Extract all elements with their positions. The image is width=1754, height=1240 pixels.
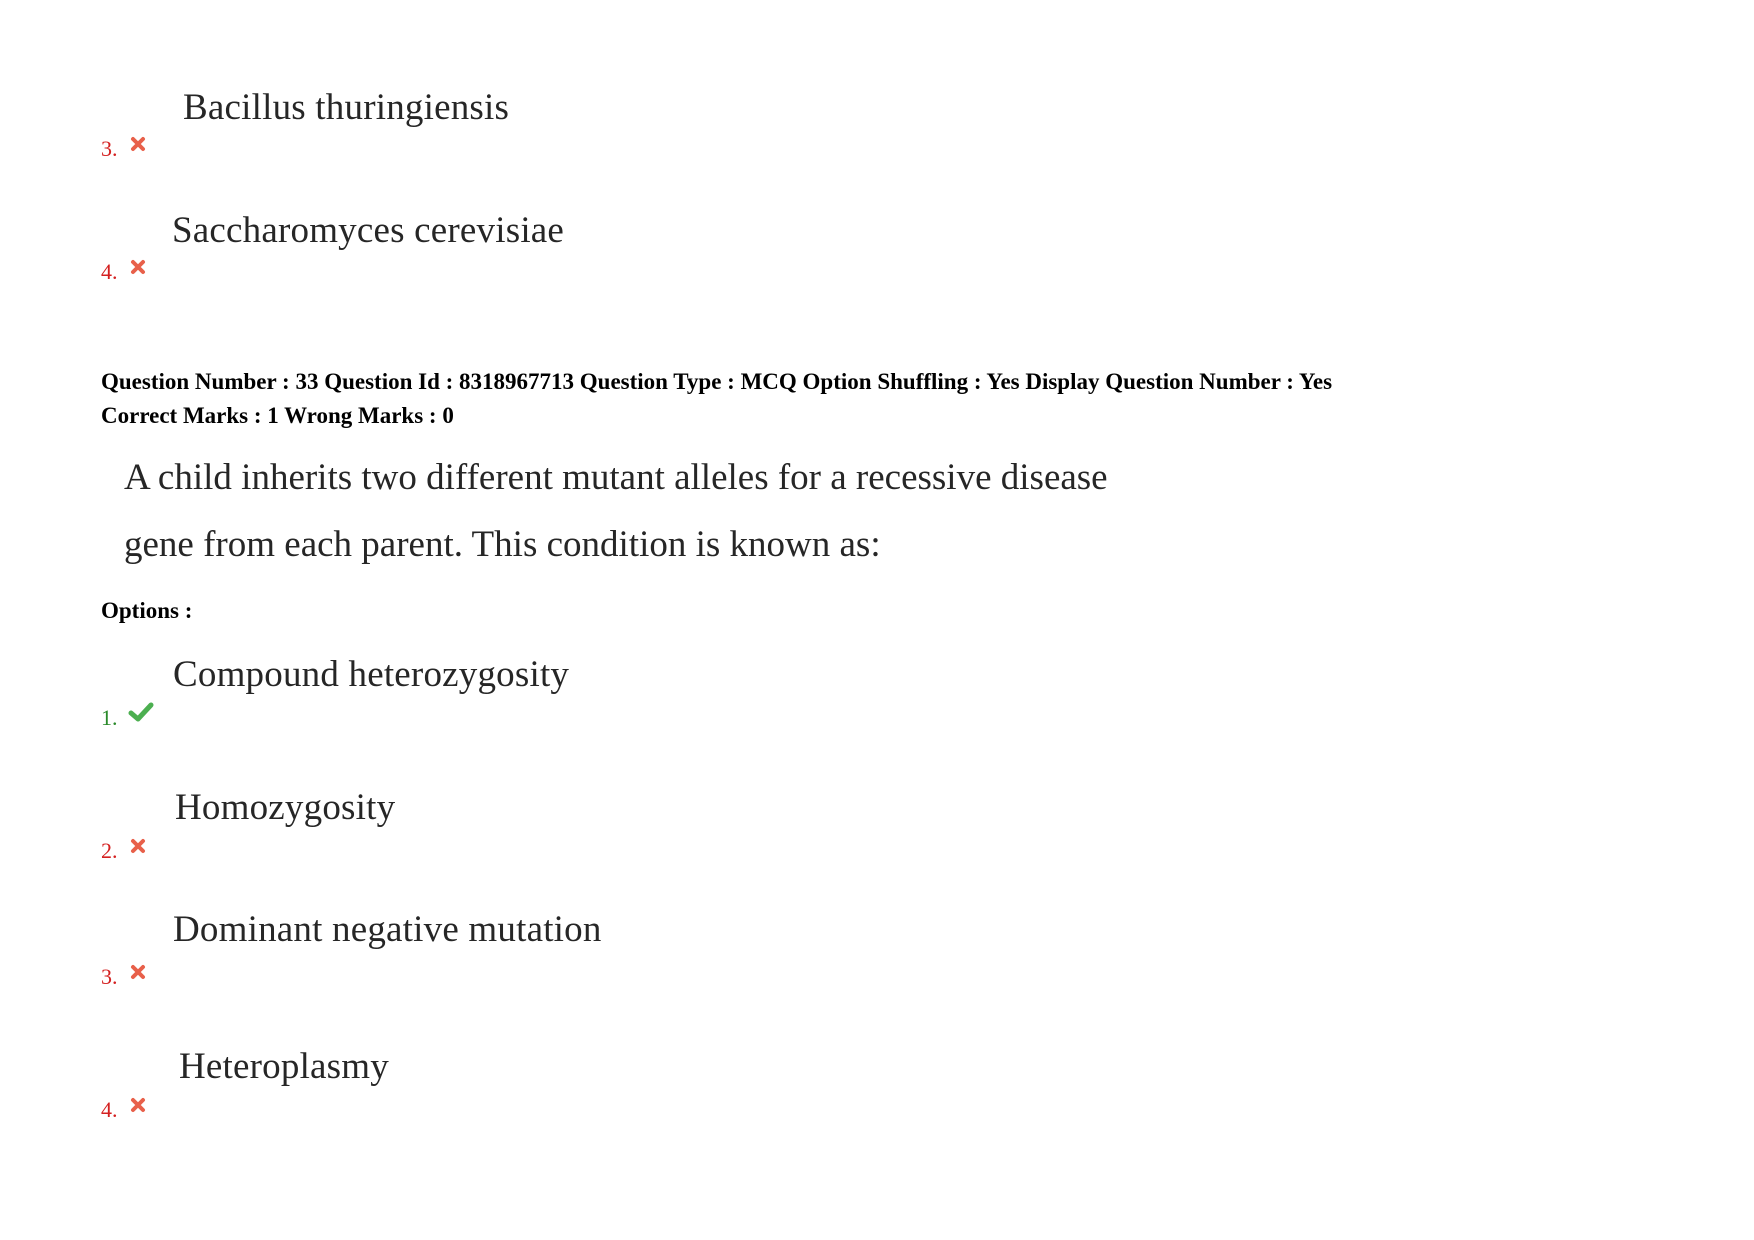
option-text: Saccharomyces cerevisiae — [172, 210, 565, 251]
question-text-line1: A child inherits two different mutant alleles for a recessive disease — [124, 457, 1108, 498]
cross-icon — [129, 258, 147, 276]
cross-icon — [129, 963, 147, 981]
option-text: Homozygosity — [175, 787, 396, 828]
check-icon — [128, 701, 154, 723]
option-text: Bacillus thuringiensis — [183, 87, 510, 128]
options-label: Options : — [101, 598, 193, 623]
option-number: 3. — [101, 964, 118, 989]
option-text: Compound heterozygosity — [173, 654, 570, 695]
prev-option-4 — [101, 211, 1001, 311]
option-1 — [101, 655, 1001, 755]
option-number: 3. — [101, 136, 118, 161]
option-number: 4. — [101, 1097, 118, 1122]
cross-icon — [129, 1096, 147, 1114]
question-meta-line1: Question Number : 33 Question Id : 8318967713 Question Type : MCQ Option Shuffling : Yes Display Question Number : Yes — [101, 369, 1333, 394]
question-text-line2: gene from each parent. This condition is known as: — [124, 524, 881, 565]
option-number: 2. — [101, 838, 118, 863]
option-text: Dominant negative mutation — [173, 909, 602, 950]
option-number: 1. — [101, 705, 118, 730]
option-4 — [101, 1047, 1001, 1147]
prev-option-3 — [101, 88, 1001, 188]
option-number: 4. — [101, 259, 118, 284]
option-2 — [101, 788, 1001, 888]
option-text: Heteroplasmy — [179, 1046, 389, 1087]
cross-icon — [129, 135, 147, 153]
cross-icon — [129, 837, 147, 855]
question-meta-line2: Correct Marks : 1 Wrong Marks : 0 — [101, 403, 454, 428]
option-3 — [101, 910, 1001, 1010]
